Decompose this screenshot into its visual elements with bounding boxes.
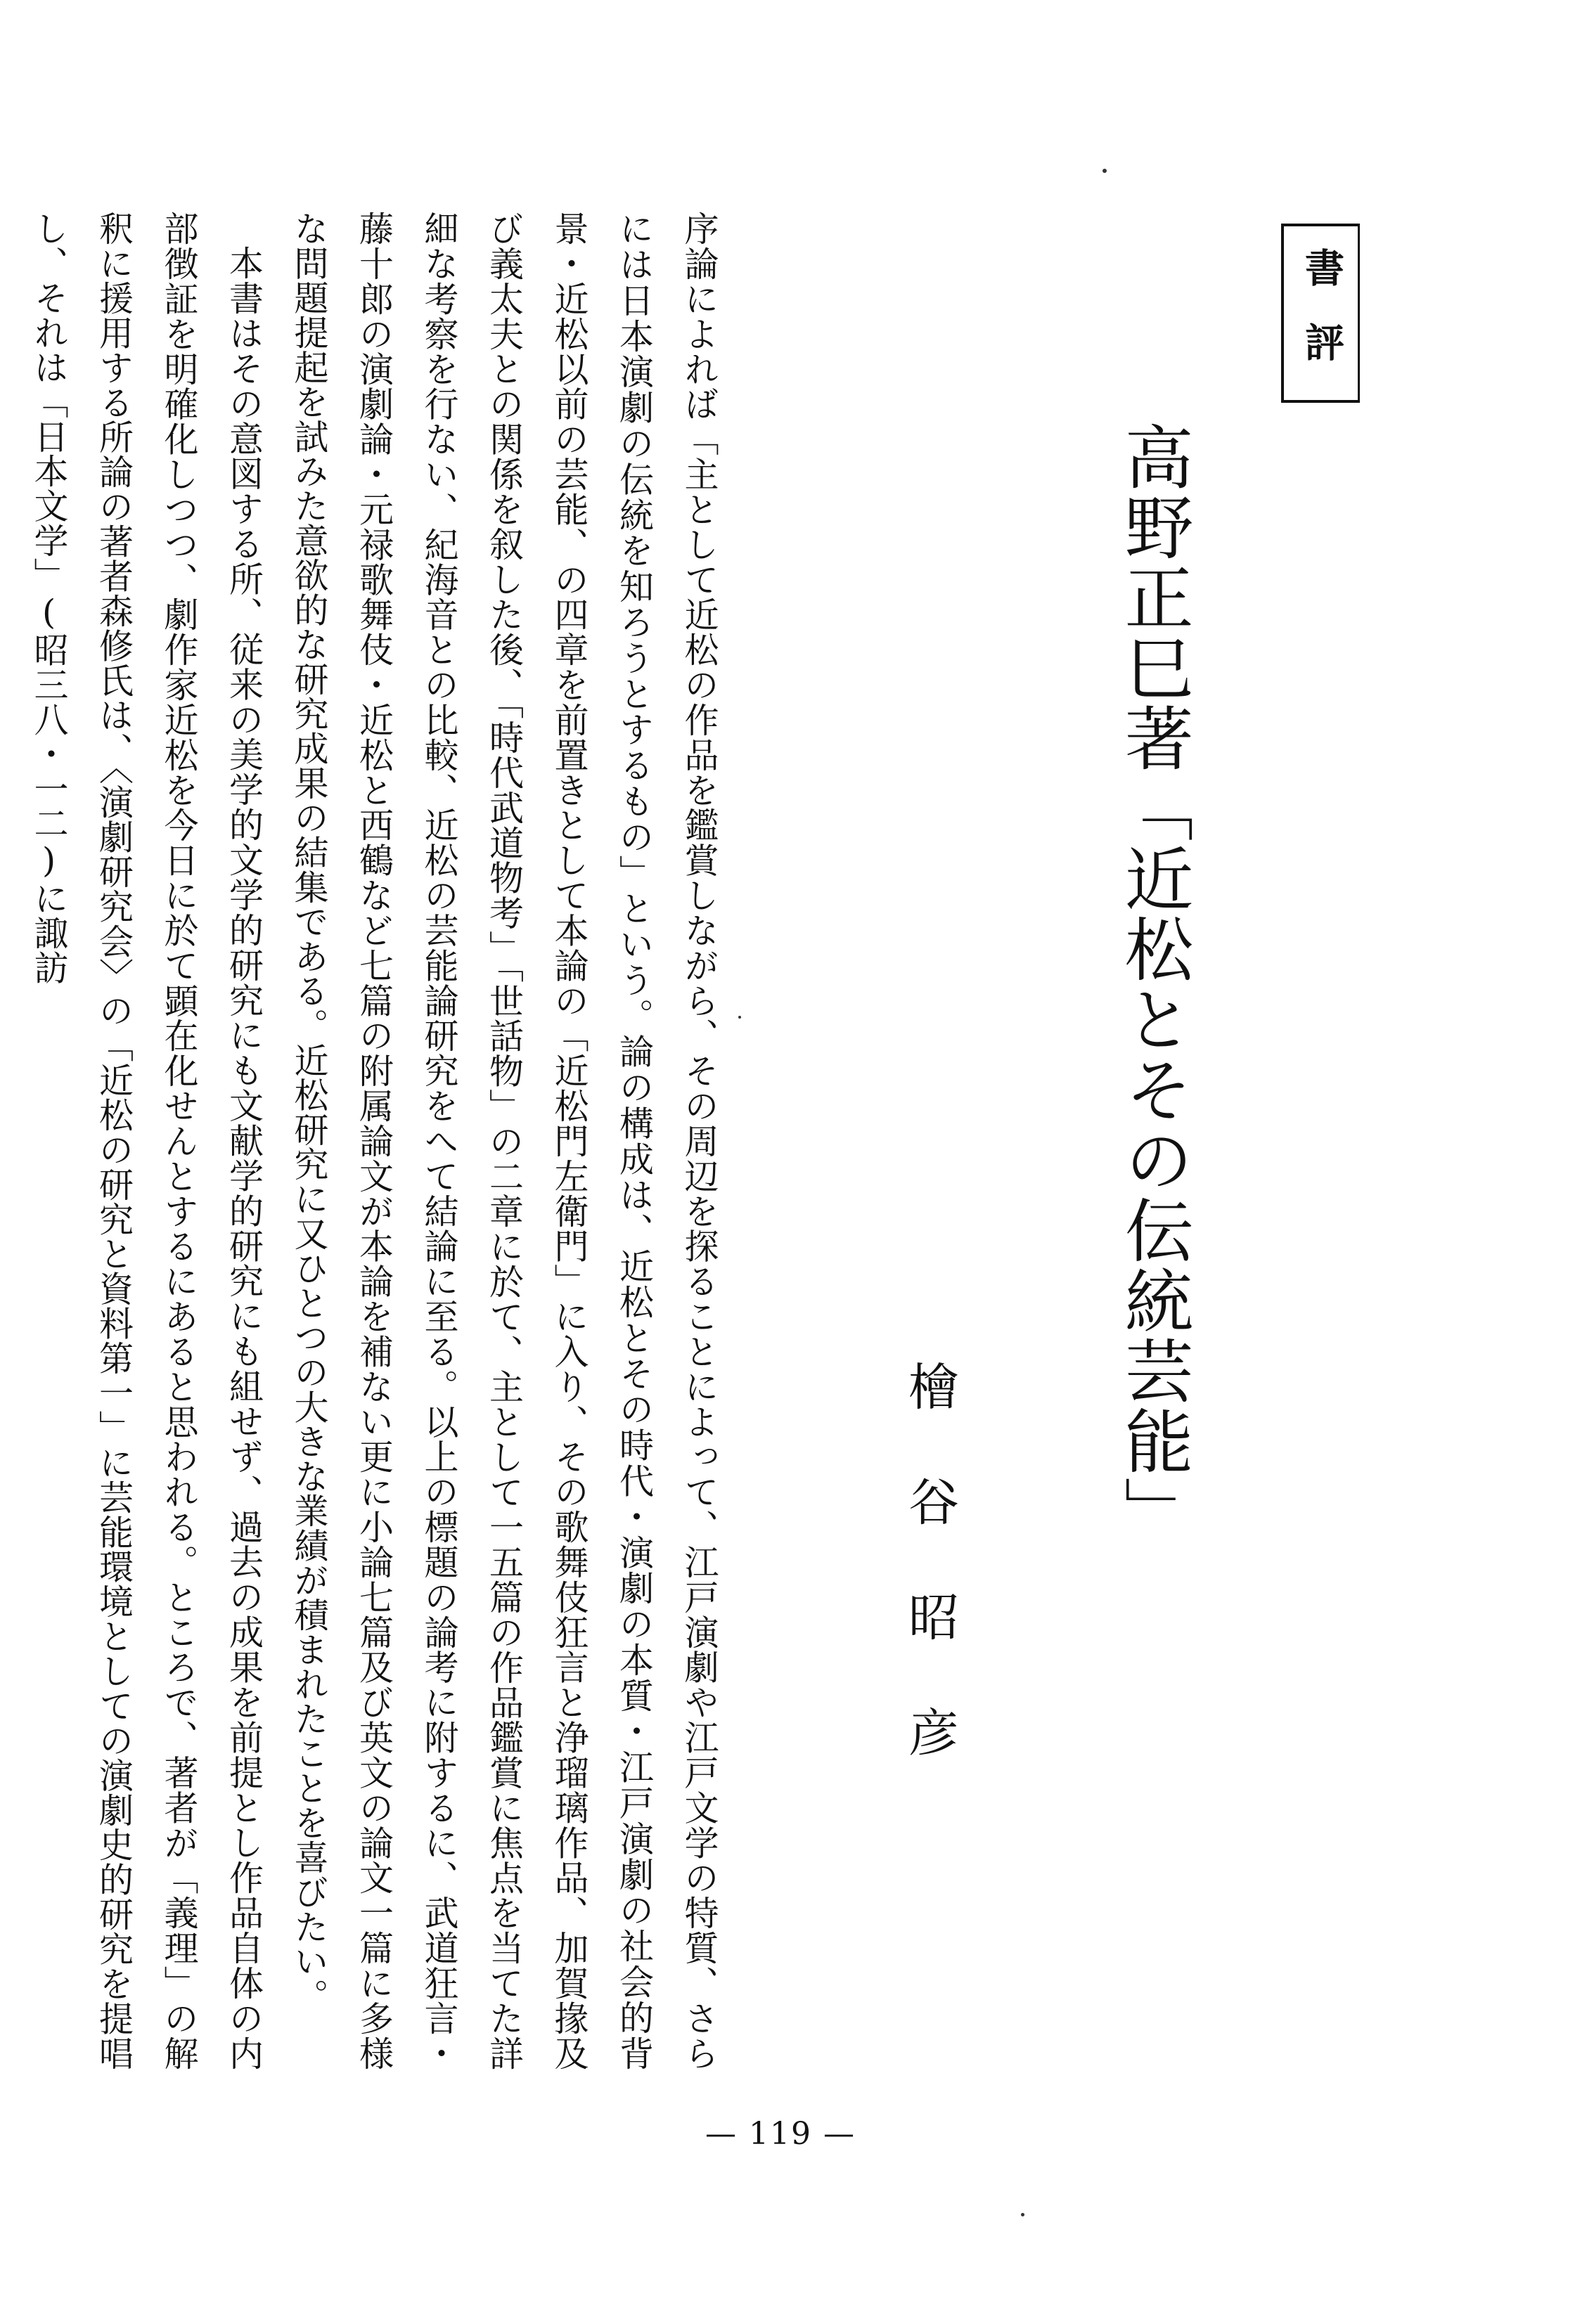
review-title: 高野正巳著「近松とその伝統芸能」 [1113,422,1193,1547]
section-label [1299,247,1345,396]
body-paragraph-1: 序論によれば「主として近松の作品を鑑賞しながら、その周辺を探ることによって、江戸演劇や江戸文学の特質、さらには日本演劇の伝統を知ろうとするもの」という。論の構成は、近松とその時代・演劇の本質・江戸演劇の社会的背景・近松以前の芸能、の四章を前置きとして本論の「近松門左衛門」に入り、その歌舞伎狂言と浄瑠璃作品、加賀掾及び義太夫との関係を叙した後、「時代武道物考」「世話物」の二章に於て、主として一五篇の作品鑑賞に焦点を当てた詳細な考察を行ない、紀海音との比較、近松の芸能論研究をへて結論に至る。以上の標題の論考に附するに、武道狂言・藤十郎の演劇論・元禄歌舞伎・近松と西鶴など七篇の附属論文が本論を補ない更に小論七篇及び英文の論文一篇に多様な問題提起を試みた意欲的な研究成果の結集である。近松研究に又ひとつの大きな業績が積まれたことを喜びたい。 [289,211,719,2070]
section-label-char-1: 書 [1299,247,1345,322]
section-label-char-2: 評 [1299,322,1345,396]
scan-speck [738,1016,741,1019]
scan-speck [1102,169,1107,173]
section-label-box [1281,224,1360,403]
page-number: — 119 — [705,2116,856,2152]
scan-speck [1021,2213,1024,2216]
review-body [29,211,731,2070]
reviewer-name: 檜谷昭彦 [900,1360,959,1821]
body-paragraph-2: 本書はその意図する所、従来の美学的文学的研究にも文献学的研究にも組せず、過去の成果を前提とし作品自体の内部徴証を明確化しつつ、劇作家近松を今日に於て顕在化せんとするにあると思われる。ところで、著者が「義理」の解釈に援用する所論の著者森修氏は、〈演劇研究会〉の「近松の研究と資料第一」に芸能環境としての演劇史的研究を提唱し、それは「日本文学」(昭三八・一二)に諏訪 [29,211,264,2070]
